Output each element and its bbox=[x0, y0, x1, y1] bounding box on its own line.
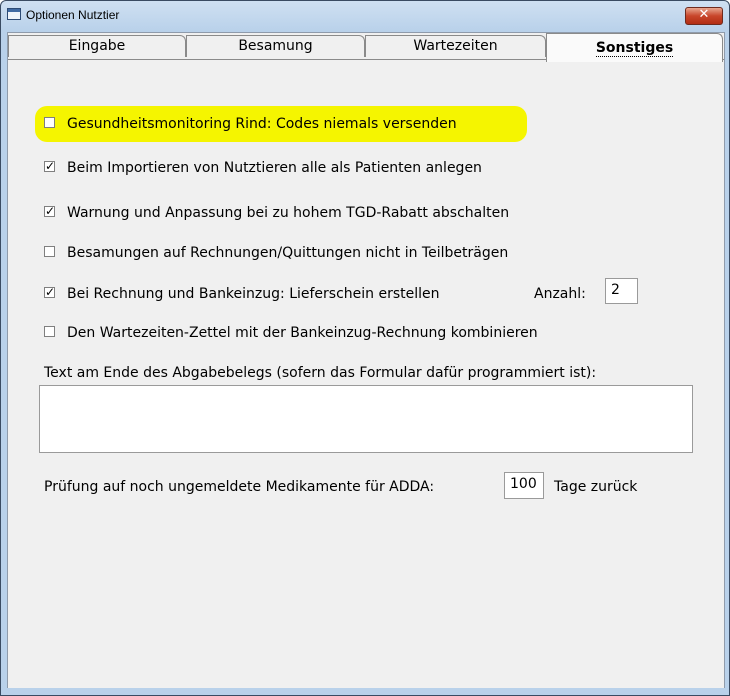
option-label: Beim Importieren von Nutztieren alle als Patienten anlegen bbox=[67, 160, 482, 176]
checkbox-checked[interactable]: ✓ bbox=[45, 203, 56, 218]
lieferschein-count-input[interactable]: 2 bbox=[605, 278, 638, 304]
abgabebeleg-textarea[interactable] bbox=[39, 385, 693, 453]
abgabebeleg-label: Text am Ende des Abgabebelegs (sofern das Formular dafür programmiert ist): bbox=[44, 365, 597, 381]
window-icon bbox=[7, 8, 21, 20]
tab-eingabe[interactable] bbox=[8, 35, 186, 57]
option-label: Warnung und Anpassung bei zu hohem TGD-Rabatt abschalten bbox=[67, 205, 510, 221]
option-import-patienten[interactable] bbox=[44, 159, 482, 177]
option-lieferschein[interactable] bbox=[44, 285, 440, 303]
close-icon: ✕ bbox=[698, 7, 710, 22]
option-label: Besamungen auf Rechnungen/Quittungen nicht in Teilbeträgen bbox=[67, 245, 509, 261]
tab-label: Besamung bbox=[238, 38, 313, 54]
tab-sonstiges[interactable] bbox=[546, 33, 723, 62]
title-bar[interactable] bbox=[1, 1, 729, 34]
checkbox[interactable] bbox=[44, 246, 55, 257]
close-button[interactable] bbox=[685, 7, 723, 25]
checkbox[interactable] bbox=[44, 117, 55, 128]
window-title: Optionen Nutztier bbox=[26, 8, 120, 22]
tab-label: Wartezeiten bbox=[413, 38, 498, 54]
checkbox[interactable] bbox=[44, 326, 55, 337]
checkbox-checked[interactable]: ✓ bbox=[45, 158, 56, 173]
tab-label: Eingabe bbox=[68, 38, 126, 54]
adda-suffix-label: Tage zurück bbox=[554, 479, 638, 495]
tab-wartezeiten[interactable] bbox=[365, 35, 546, 57]
option-gesundheitsmonitoring[interactable] bbox=[44, 115, 457, 133]
tab-label: Sonstiges bbox=[595, 40, 674, 56]
option-besamungen-teilbetraege[interactable] bbox=[44, 244, 508, 262]
lieferschein-count-label: Anzahl: bbox=[534, 286, 586, 302]
adda-days-input[interactable]: 100 bbox=[504, 472, 544, 499]
option-tgd-rabatt[interactable] bbox=[44, 204, 509, 222]
tab-besamung[interactable] bbox=[186, 35, 365, 57]
option-label: Gesundheitsmonitoring Rind: Codes niemals versenden bbox=[67, 116, 457, 132]
option-label: Bei Rechnung und Bankeinzug: Lieferschein erstellen bbox=[67, 286, 440, 302]
option-label: Den Wartezeiten-Zettel mit der Bankeinzug-Rechnung kombinieren bbox=[67, 325, 538, 341]
option-wartezeiten-zettel[interactable] bbox=[44, 324, 538, 342]
checkbox-checked[interactable]: ✓ bbox=[45, 284, 56, 299]
adda-label: Prüfung auf noch ungemeldete Medikamente für ADDA: bbox=[44, 479, 435, 495]
